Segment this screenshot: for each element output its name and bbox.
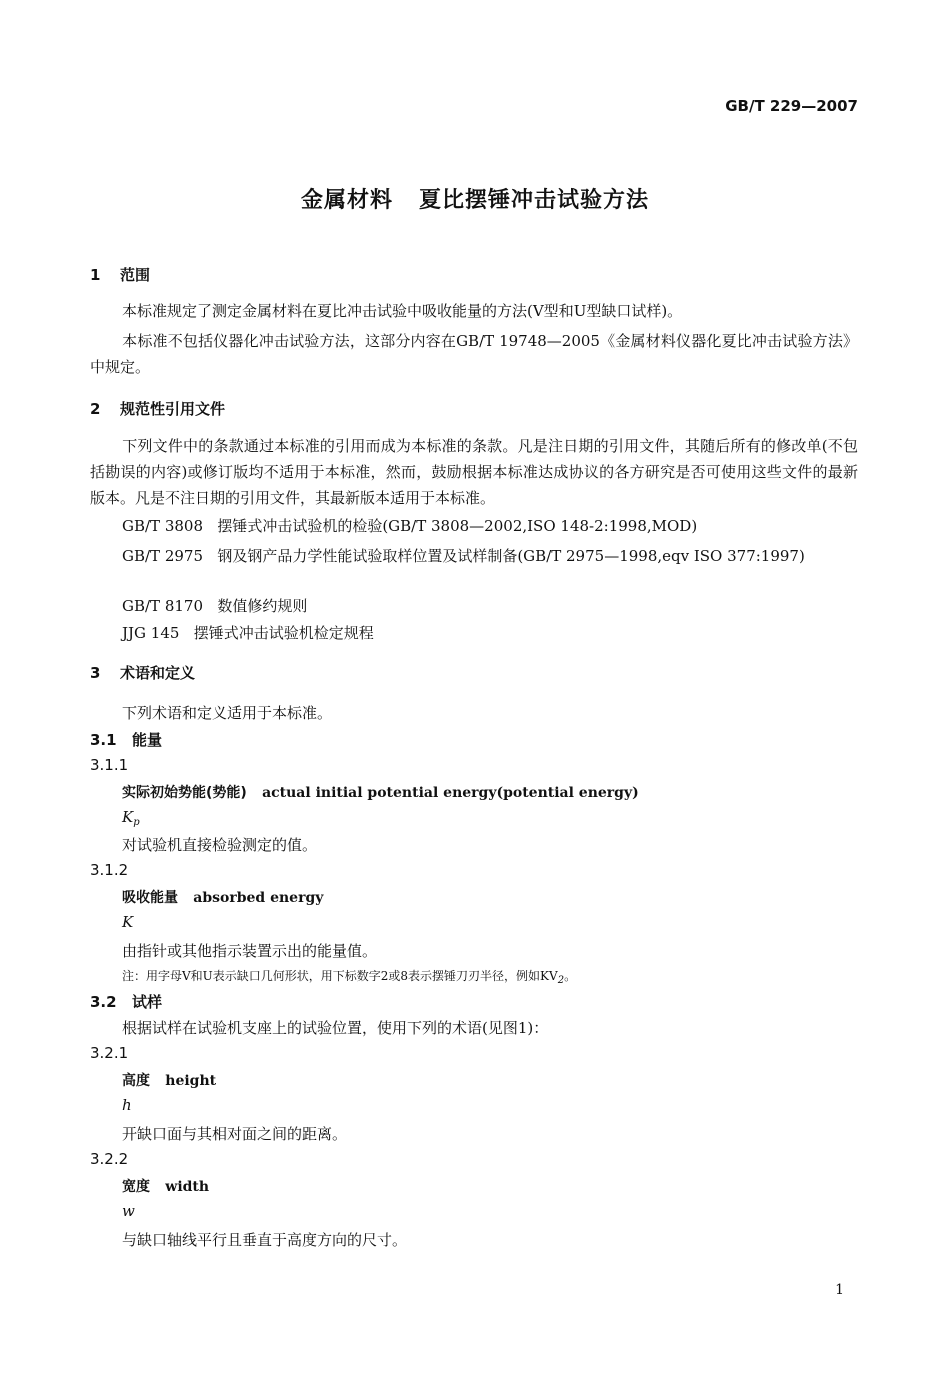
standard-number: GB/T 229—2007: [725, 97, 858, 115]
term-3-2-2-symbol: w: [122, 1202, 135, 1220]
subsection-3-2-intro: 根据试样在试验机支座上的试验位置，使用下列的术语(见图1)：: [122, 1019, 549, 1037]
term-3-2-1-title: 高度 height: [122, 1073, 217, 1089]
term-3-1-2-definition: 由指针或其他指示装置示出的能量值。: [122, 942, 378, 960]
section-3-heading: 3 术语和定义: [90, 664, 196, 682]
page-number: 1: [835, 1282, 844, 1298]
reference-item: GB/T 8170 数值修约规则: [122, 597, 308, 615]
term-3-1-1-title: 实际初始势能(势能) actual initial potential energy(potential energy): [122, 785, 639, 801]
term-3-2-2-number: 3.2.2: [90, 1150, 129, 1168]
title-part-1: 金属材料: [300, 188, 393, 213]
subsection-3-1-heading: 3.1 能量: [90, 731, 163, 749]
term-3-2-1-symbol: h: [122, 1096, 132, 1114]
reference-item: GB/T 3808 摆锤式冲击试验机的检验(GB/T 3808—2002,ISO 148-2:1998,MOD): [122, 517, 698, 535]
section-1-paragraph-2: 本标准不包括仪器化冲击试验方法，这部分内容在GB/T 19748—2005《金属材料仪器化夏比冲击试验方法》中规定。: [90, 332, 858, 376]
term-3-2-2-title: 宽度 width: [122, 1179, 210, 1195]
section-2-paragraph-1: 下列文件中的条款通过本标准的引用而成为本标准的条款。凡是注日期的引用文件，其随后所有的修改单(不包括勘误的内容)或修订版均不适用于本标准，然而，鼓励根据本标准达成协议的各方研究是否可使用这些文件的最新版本。凡是不注日期的引用文件，其最新版本适用于本标准。: [90, 437, 858, 507]
section-1-heading: 1 范围: [90, 266, 151, 284]
term-3-1-2-symbol: K: [122, 913, 134, 931]
term-3-1-1-definition: 对试验机直接检验测定的值。: [122, 836, 318, 854]
term-3-2-1-definition: 开缺口面与其相对面之间的距离。: [122, 1125, 348, 1143]
term-3-1-2-note: 注：用字母V和U表示缺口几何形状，用下标数字2或8表示摆锤刀刃半径，例如$KV_2$。: [122, 969, 577, 986]
reference-item: JJG 145 摆锤式冲击试验机检定规程: [122, 624, 374, 642]
title-part-2: 夏比摆锤冲击试验方法: [419, 188, 650, 213]
document-title: [0, 183, 950, 214]
term-3-1-2-number: 3.1.2: [90, 861, 129, 879]
term-3-2-1-number: 3.2.1: [90, 1044, 129, 1062]
term-3-1-1-symbol: $K_p$: [122, 808, 140, 828]
reference-item: GB/T 2975 钢及钢产品力学性能试验取样位置及试样制备(GB/T 2975—1998,eqv ISO 377:1997): [122, 547, 805, 565]
section-1-paragraph-1: 本标准规定了测定金属材料在夏比冲击试验中吸收能量的方法(V型和U型缺口试样)。: [122, 302, 683, 320]
section-3-intro: 下列术语和定义适用于本标准。: [122, 704, 333, 722]
subsection-3-2-heading: 3.2 试样: [90, 993, 163, 1011]
term-3-1-1-number: 3.1.1: [90, 756, 129, 774]
section-2-heading: 2 规范性引用文件: [90, 400, 226, 418]
term-3-2-2-definition: 与缺口轴线平行且垂直于高度方向的尺寸。: [122, 1231, 408, 1249]
term-3-1-2-title: 吸收能量 absorbed energy: [122, 890, 324, 906]
